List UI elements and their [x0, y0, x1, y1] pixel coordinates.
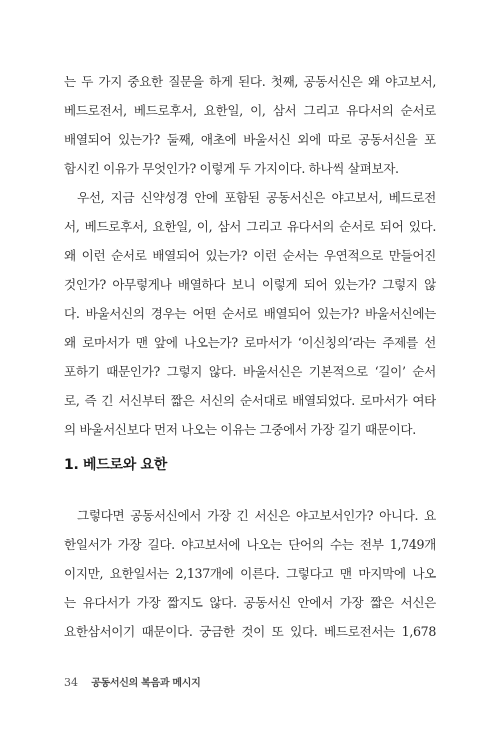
- paragraph-line: 베드로전서, 베드로후서, 요한일, 이, 삼서 그리고 유다서의 순서로: [64, 103, 436, 118]
- paragraph-line: 의 바울서신보다 먼저 나오는 이유는 그중에서 가장 길기 때문이다.: [64, 422, 416, 437]
- page-footer: [64, 676, 201, 691]
- section-heading: 1. 베드로와 요한: [64, 457, 167, 473]
- page-number: 34: [64, 676, 78, 689]
- paragraph-line: 이지만, 요한일서는 2,137개에 이른다. 그렇다고 맨 마지막에 나오: [64, 566, 436, 581]
- paragraph-line: 것인가? 아무렇게나 배열하다 보니 이렇게 되어 있는가? 그렇지 않: [64, 277, 436, 292]
- paragraph-line: 요한삼서이기 때문이다. 궁금한 것이 또 있다. 베드로전서는 1,678: [64, 624, 436, 639]
- paragraph-line: 우선, 지금 신약성경 안에 포함된 공동서신은 야고보서, 베드로전: [77, 190, 436, 205]
- paragraph-line: 는 두 가지 중요한 질문을 하게 된다. 첫째, 공동서신은 왜 야고보서,: [64, 74, 436, 89]
- paragraph-line: 왜 로마서가 맨 앞에 나오는가? 로마서가 ‘이신칭의’라는 주제를 선: [64, 335, 436, 350]
- paragraph-line: 배열되어 있는가? 둘째, 애초에 바울서신 외에 따로 공동서신을 포: [64, 132, 436, 147]
- paragraph-line: 함시킨 이유가 무엇인가? 이렇게 두 가지이다. 하나씩 살펴보자.: [64, 161, 399, 176]
- paragraph-line: 그렇다면 공동서신에서 가장 긴 서신은 야고보서인가? 아니다. 요: [77, 508, 436, 523]
- running-title: 공동서신의 복음과 메시지: [91, 678, 201, 689]
- paragraph-line: 다. 바울서신의 경우는 어떤 순서로 배열되어 있는가? 바울서신에는: [64, 306, 436, 321]
- paragraph-line: 는 유다서가 가장 짧지도 않다. 공동서신 안에서 가장 짧은 서신은: [64, 595, 436, 610]
- paragraph-line: 포하기 때문인가? 그렇지 않다. 바울서신은 기본적으로 ‘길이’ 순서: [64, 364, 436, 379]
- paragraph-line: 한일서가 가장 길다. 야고보서에 나오는 단어의 수는 전부 1,749개: [64, 537, 436, 552]
- paragraph-line: 서, 베드로후서, 요한일, 이, 삼서 그리고 유다서의 순서로 되어 있다.: [64, 219, 436, 234]
- paragraph-line: 로, 즉 긴 서신부터 짧은 서신의 순서대로 배열되었다. 로마서가 여타: [64, 393, 436, 408]
- paragraph-line: 왜 이런 순서로 배열되어 있는가? 이런 순서는 우연적으로 만들어진: [64, 248, 436, 263]
